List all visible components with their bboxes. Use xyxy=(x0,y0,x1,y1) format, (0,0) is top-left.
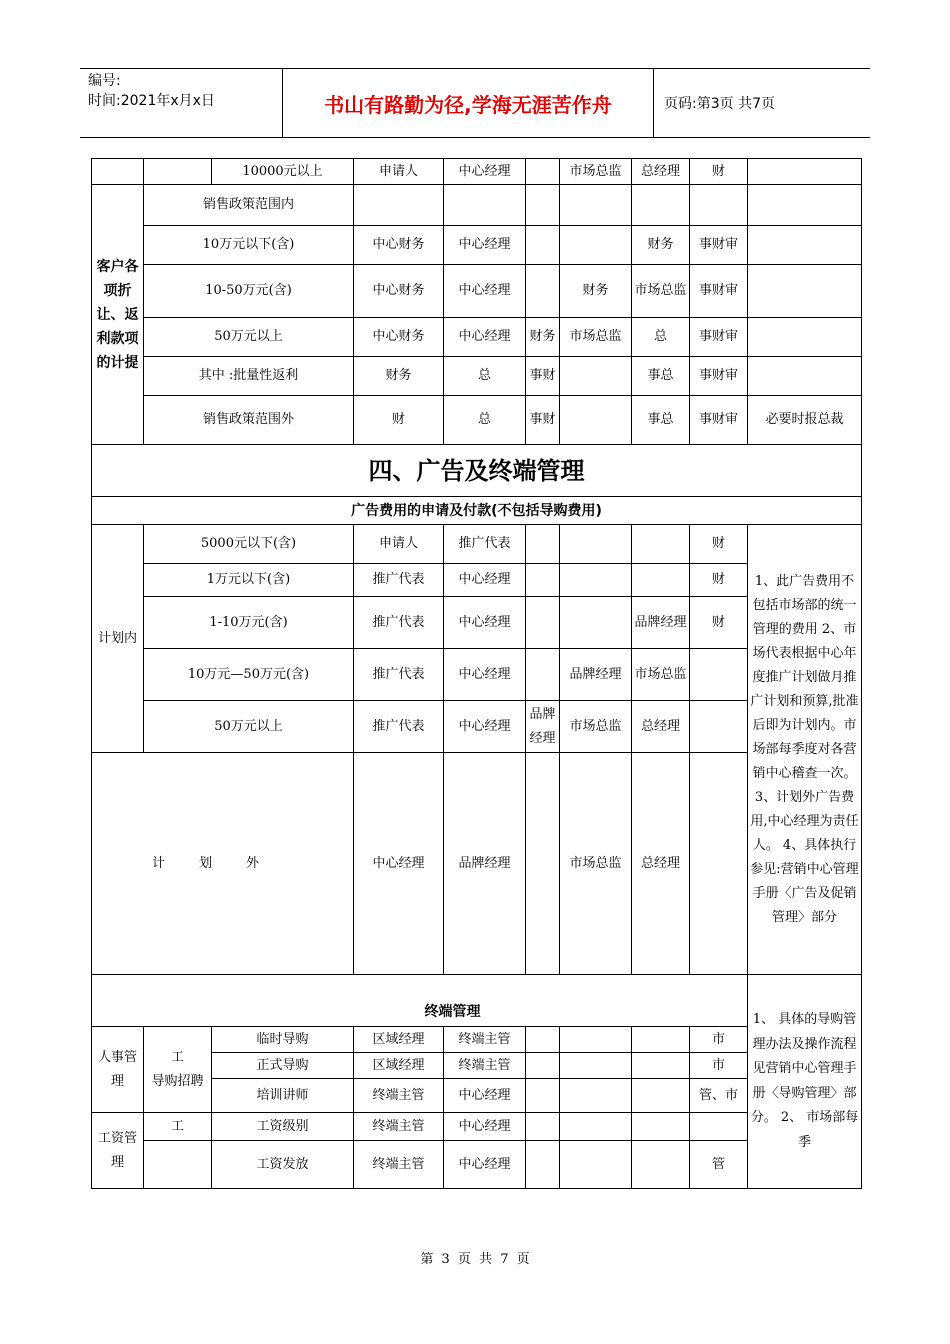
terminal-title-row xyxy=(92,975,862,1027)
page-header xyxy=(80,68,870,138)
table-row xyxy=(92,357,862,396)
table-cell: 中心财务 xyxy=(354,318,444,357)
section-subtitle: 广告费用的申请及付款(不包括导购费用) xyxy=(92,497,862,525)
table-cell xyxy=(526,564,560,597)
document-number-label: 编号: xyxy=(88,73,121,89)
table-cell xyxy=(690,753,748,975)
table-cell: 中心财务 xyxy=(354,226,444,265)
table-row xyxy=(92,701,862,753)
table-cell xyxy=(632,1027,690,1053)
header-motto: 书山有路勤为径,学海无涯苦作舟 xyxy=(283,69,654,137)
terminal-title: 终端管理 xyxy=(92,975,748,1027)
table-cell: 管 xyxy=(690,1141,748,1189)
table-cell: 工资发放 xyxy=(212,1141,354,1189)
table-row xyxy=(92,597,862,649)
table-cell xyxy=(526,525,560,564)
recruit-label-text: 导购招聘 xyxy=(151,1073,204,1089)
table-cell xyxy=(748,185,862,226)
table-cell: 市场总监 xyxy=(560,753,632,975)
page-footer: 第 3 页 共 7 页 xyxy=(420,1252,530,1267)
group-label-rebate: 客户各项折让、返利款项的计提 xyxy=(92,185,144,445)
table-row xyxy=(92,753,862,975)
table-cell: 财 xyxy=(354,396,444,445)
table-cell: 财务 xyxy=(632,226,690,265)
table-cell xyxy=(526,226,560,265)
table-cell: 财 xyxy=(690,159,748,185)
table-cell xyxy=(560,185,632,226)
table-cell: 中心经理 xyxy=(444,226,526,265)
table-cell: 财务 xyxy=(560,265,632,318)
pay-label: 工资管理 xyxy=(92,1113,144,1189)
table-row xyxy=(92,1113,862,1141)
table-cell: 10-50万元(含) xyxy=(144,265,354,318)
header-meta xyxy=(80,69,283,137)
table-cell: 终端主管 xyxy=(354,1113,444,1141)
table-cell: 总 xyxy=(444,396,526,445)
table-row xyxy=(92,396,862,445)
table-cell: 10万元—50万元(含) xyxy=(144,649,354,701)
table-cell: 10万元以下(含) xyxy=(144,226,354,265)
table-cell: 总 xyxy=(444,357,526,396)
table-cell: 终端主管 xyxy=(444,1027,526,1053)
table-cell xyxy=(526,753,560,975)
table-cell xyxy=(560,1027,632,1053)
table-cell: 终端主管 xyxy=(354,1141,444,1189)
table-cell: 市场总监 xyxy=(560,318,632,357)
table-cell: 财 xyxy=(690,597,748,649)
table-cell: 财务 xyxy=(526,318,560,357)
table-cell: 总经理 xyxy=(632,159,690,185)
table-cell: 中心经理 xyxy=(444,701,526,753)
table-cell xyxy=(526,1113,560,1141)
table-cell xyxy=(560,525,632,564)
table-cell xyxy=(632,564,690,597)
table-cell: 市场总监 xyxy=(632,265,690,318)
table-cell: 市 xyxy=(690,1027,748,1053)
section-title: 四、广告及终端管理 xyxy=(92,445,862,497)
table-cell: 申请人 xyxy=(354,525,444,564)
table-cell: 财 xyxy=(690,564,748,597)
table-cell: 总 xyxy=(632,318,690,357)
table-cell xyxy=(526,1141,560,1189)
table-row xyxy=(92,226,862,265)
table-cell xyxy=(632,1113,690,1141)
table-cell: 品牌经理 xyxy=(526,701,560,753)
table-cell: 中心经理 xyxy=(444,564,526,597)
table-cell: 推广代表 xyxy=(354,701,444,753)
table-cell xyxy=(526,649,560,701)
table-cell: 中心经理 xyxy=(444,1141,526,1189)
table-cell xyxy=(526,1027,560,1053)
table-cell: 市场总监 xyxy=(632,649,690,701)
table-cell xyxy=(632,525,690,564)
table-cell: 终端主管 xyxy=(444,1053,526,1079)
table-cell xyxy=(632,1079,690,1113)
table-cell: 事财 xyxy=(526,357,560,396)
plan-in-label: 计划内 xyxy=(92,525,144,753)
table-cell: 品牌经理 xyxy=(444,753,526,975)
table-cell xyxy=(560,597,632,649)
table-cell xyxy=(526,1079,560,1113)
table-cell: 总经理 xyxy=(632,753,690,975)
section-title-row xyxy=(92,445,862,497)
table-row xyxy=(92,1141,862,1189)
table-cell: 市场总监 xyxy=(560,701,632,753)
table-cell: 事财 xyxy=(526,396,560,445)
table-cell: 工资级别 xyxy=(212,1113,354,1141)
table-cell: 事财审 xyxy=(690,226,748,265)
pay-prefix: 工 xyxy=(144,1113,212,1141)
table-cell xyxy=(748,226,862,265)
table-cell xyxy=(560,564,632,597)
table-cell xyxy=(560,1113,632,1141)
table-cell: 推广代表 xyxy=(354,597,444,649)
table-cell: 中心财务 xyxy=(354,265,444,318)
table-cell: 其中 :批量性返利 xyxy=(144,357,354,396)
table-cell xyxy=(526,265,560,318)
table-cell: 品牌经理 xyxy=(560,649,632,701)
table-cell: 1万元以下(含) xyxy=(144,564,354,597)
table-row xyxy=(92,1027,862,1053)
table-cell: 正式导购 xyxy=(212,1053,354,1079)
plan-out-label xyxy=(92,753,354,975)
header-page-label: 页码:第3页 共7页 xyxy=(664,96,775,112)
table-cell: 推广代表 xyxy=(354,564,444,597)
table-cell xyxy=(748,265,862,318)
table-cell xyxy=(444,185,526,226)
advertising-notes: 1、此广告费用不包括市场部的统一管理的费用 2、市场代表根据中心年度推广计划做月推广计划和预算,批准后即为计划内。市场部每季度对各营销中心稽查一次。 3、计划外广告费用,中心经理为责任人。 4、具体执行参见:营销中心管理手册〈广告及促销管理〉部分 xyxy=(748,525,862,975)
table-cell xyxy=(748,159,862,185)
table-cell: 中心经理 xyxy=(444,159,526,185)
table-cell xyxy=(526,1053,560,1079)
table-cell xyxy=(690,1113,748,1141)
table-cell: 事财审 xyxy=(690,357,748,396)
table-cell xyxy=(526,159,560,185)
table-cell: 销售政策范围内 xyxy=(144,185,354,226)
table-cell: 5000元以下(含) xyxy=(144,525,354,564)
table-cell: 区域经理 xyxy=(354,1027,444,1053)
table-cell xyxy=(748,357,862,396)
plan-out-text: 计划外 xyxy=(151,855,293,871)
table-cell xyxy=(526,597,560,649)
recruit-label xyxy=(144,1027,212,1113)
table-cell xyxy=(748,318,862,357)
recruit-prefix: 工 xyxy=(170,1049,184,1065)
table-cell: 必要时报总裁 xyxy=(748,396,862,445)
table-cell: 财 xyxy=(690,525,748,564)
table-cell: 终端主管 xyxy=(354,1079,444,1113)
table-cell: 管、市 xyxy=(690,1079,748,1113)
hr-label: 人事管理 xyxy=(92,1027,144,1113)
table-cell: 中心经理 xyxy=(354,753,444,975)
table-cell xyxy=(632,1053,690,1079)
table-cell: 市 xyxy=(690,1053,748,1079)
table-cell: 培训讲师 xyxy=(212,1079,354,1113)
table-cell: 1-10万元(含) xyxy=(144,597,354,649)
table-cell: 临时导购 xyxy=(212,1027,354,1053)
table-cell: 50万元以上 xyxy=(144,318,354,357)
table-cell xyxy=(560,1079,632,1113)
table-cell xyxy=(690,185,748,226)
table-cell xyxy=(354,185,444,226)
table-row xyxy=(92,525,862,564)
terminal-notes: 1、 具体的导购管理办法及操作流程见营销中心管理手册〈导购管理〉部分。 2、 市场部每季 xyxy=(748,975,862,1189)
table-cell: 10000元以上 xyxy=(212,159,354,185)
table-cell: 品牌经理 xyxy=(632,597,690,649)
table-cell xyxy=(632,185,690,226)
table-cell: 中心经理 xyxy=(444,649,526,701)
table-cell: 50万元以上 xyxy=(144,701,354,753)
table-cell xyxy=(690,649,748,701)
table-cell xyxy=(560,1141,632,1189)
table-row xyxy=(92,564,862,597)
table-cell: 推广代表 xyxy=(354,649,444,701)
table-cell: 申请人 xyxy=(354,159,444,185)
approval-table xyxy=(91,158,862,1189)
section-subtitle-row xyxy=(92,497,862,525)
document-time-label: 时间:2021年x月x日 xyxy=(88,93,215,109)
table-cell: 事财审 xyxy=(690,265,748,318)
table-cell xyxy=(560,1053,632,1079)
table-cell: 中心经理 xyxy=(444,318,526,357)
table-cell: 事财审 xyxy=(690,396,748,445)
table-cell xyxy=(526,185,560,226)
table-cell: 区域经理 xyxy=(354,1053,444,1079)
table-row xyxy=(92,265,862,318)
table-row xyxy=(92,185,862,226)
table-cell: 总经理 xyxy=(632,701,690,753)
table-cell xyxy=(690,701,748,753)
table-row xyxy=(92,318,862,357)
table-row xyxy=(92,159,862,185)
table-cell: 推广代表 xyxy=(444,525,526,564)
table-cell: 中心经理 xyxy=(444,1113,526,1141)
table-cell: 事总 xyxy=(632,357,690,396)
table-cell: 中心经理 xyxy=(444,597,526,649)
table-row xyxy=(92,649,862,701)
table-cell: 销售政策范围外 xyxy=(144,396,354,445)
table-cell: 中心经理 xyxy=(444,1079,526,1113)
table-cell: 事总 xyxy=(632,396,690,445)
table-cell: 市场总监 xyxy=(560,159,632,185)
table-cell xyxy=(560,396,632,445)
table-cell: 财务 xyxy=(354,357,444,396)
table-cell: 事财审 xyxy=(690,318,748,357)
table-cell xyxy=(632,1141,690,1189)
table-cell xyxy=(560,357,632,396)
table-cell xyxy=(560,226,632,265)
table-cell: 中心经理 xyxy=(444,265,526,318)
